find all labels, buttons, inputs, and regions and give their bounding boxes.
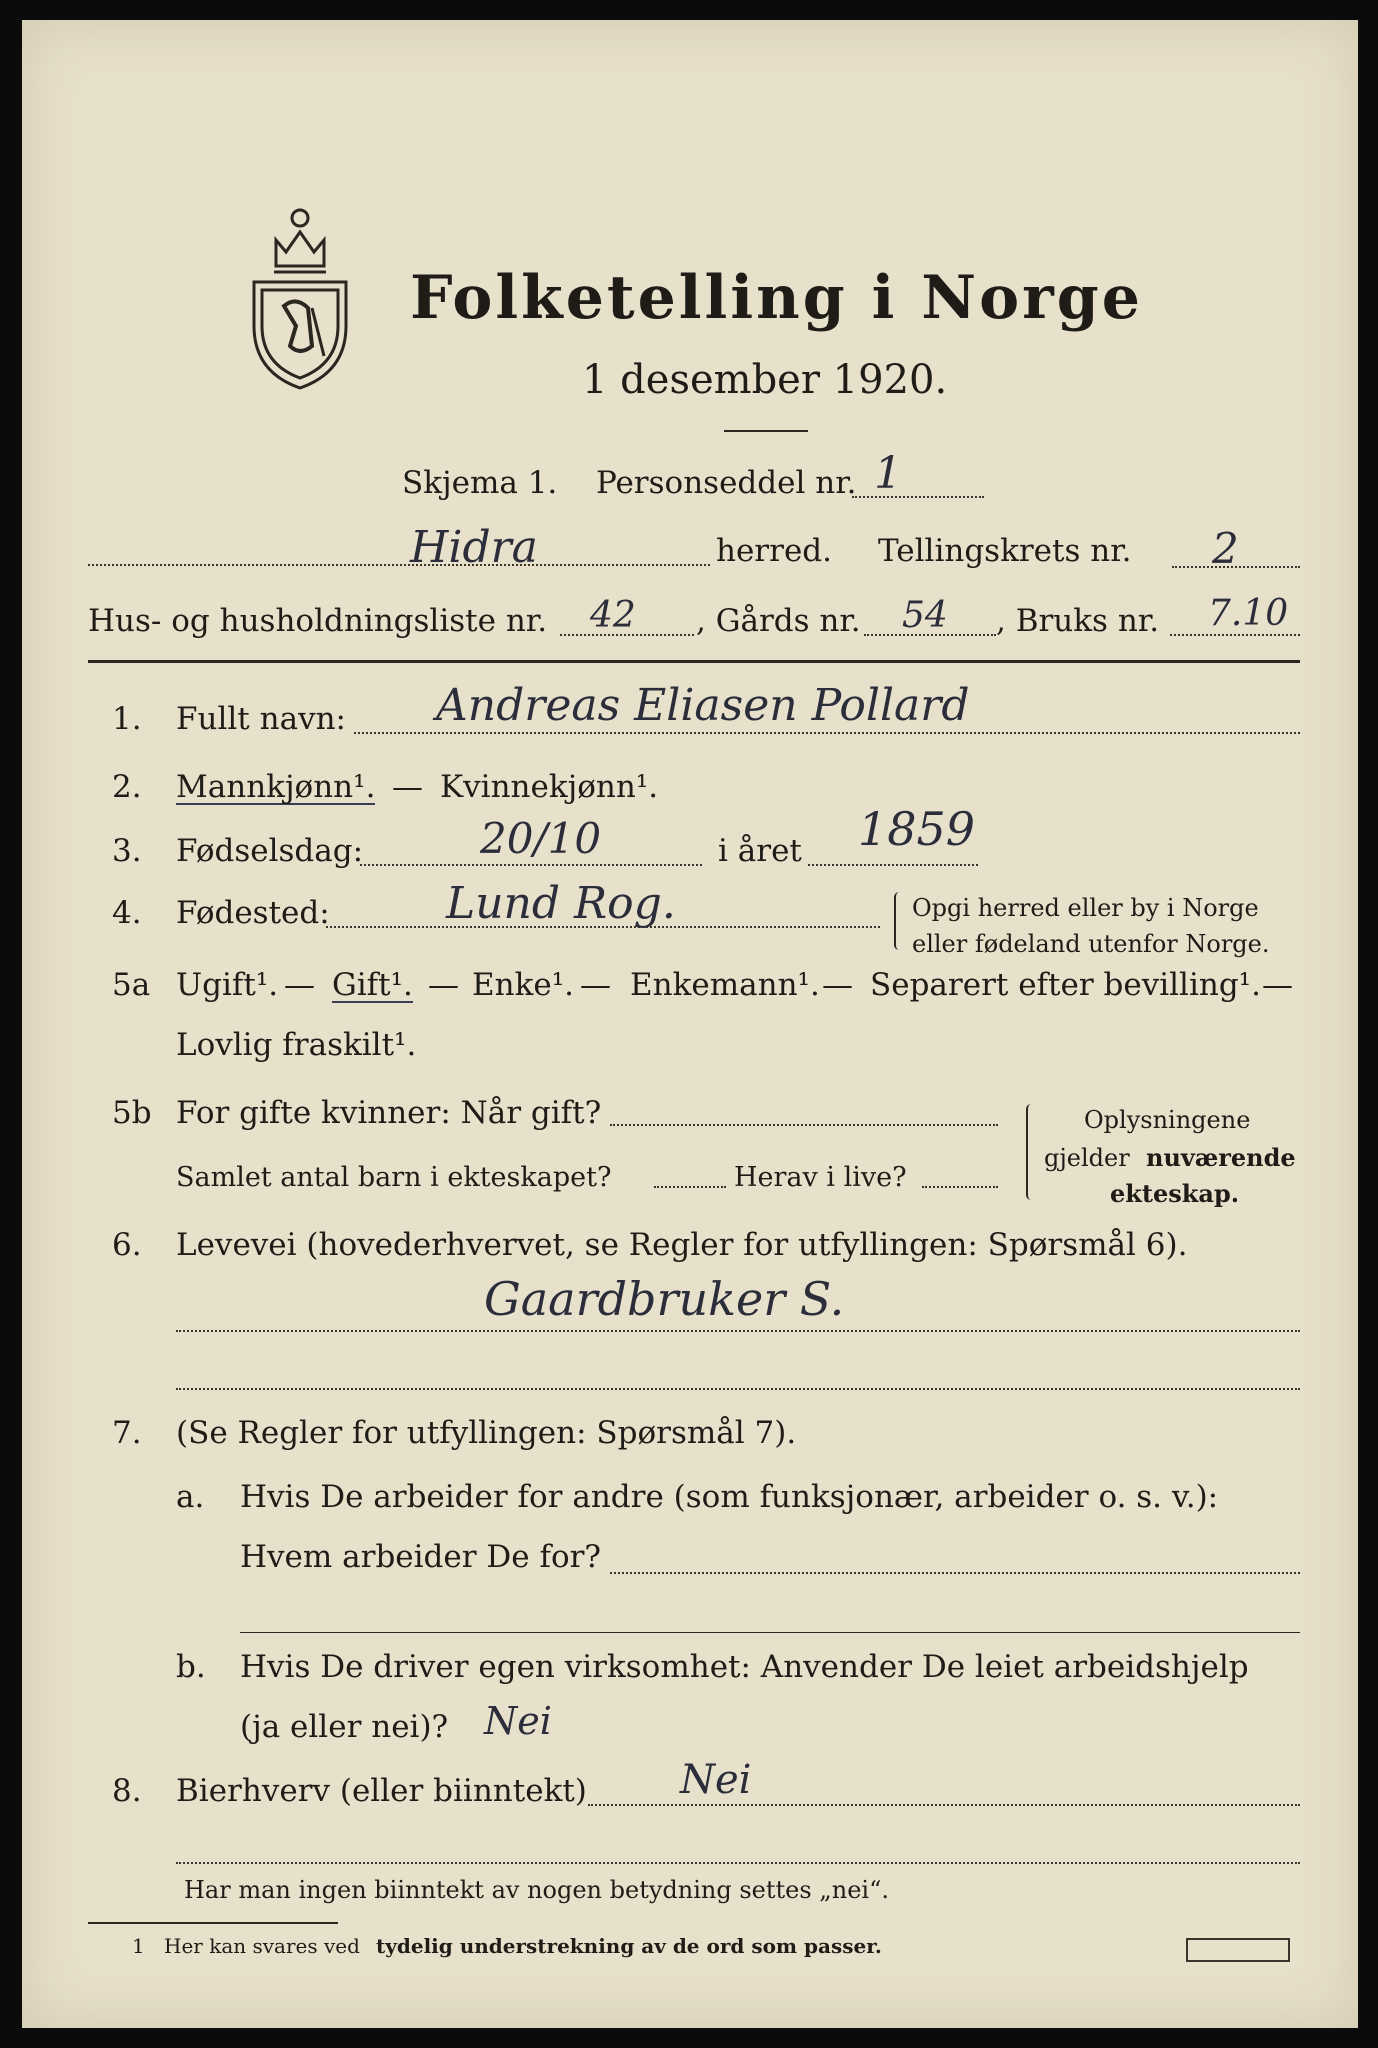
- q7b-line2: (ja eller nei)?: [240, 1709, 449, 1745]
- q4-note-line2: eller fødeland utenfor Norge.: [912, 930, 1270, 958]
- q3-day-line: [360, 864, 702, 866]
- ugift-option: Ugift¹.: [176, 967, 279, 1003]
- bruks-label: , Bruks nr.: [996, 603, 1160, 639]
- gards-value: 54: [902, 595, 948, 636]
- q1-line: [354, 732, 1300, 734]
- side-income-value: Nei: [680, 1757, 752, 1803]
- q1-label: Fullt navn:: [176, 701, 346, 737]
- personseddel-label: Personseddel nr.: [596, 465, 857, 501]
- q7-number: 7.: [112, 1415, 142, 1451]
- footer-note: Har man ingen biinntekt av nogen betydning settes „nei“.: [184, 1876, 889, 1904]
- q5a-dash-2: —: [428, 967, 459, 1003]
- footnote-bold: tydelig understrekning av de ord som passer.: [376, 1934, 882, 1958]
- q6-number: 6.: [112, 1227, 142, 1263]
- q6-line-2: [176, 1388, 1300, 1390]
- personseddel-value: 1: [874, 448, 902, 499]
- q5b-note-line2b: nuværende: [1146, 1143, 1296, 1172]
- printer-stamp-icon: [1186, 1938, 1290, 1962]
- q2-number: 2.: [112, 769, 142, 805]
- q1-number: 1.: [112, 701, 142, 737]
- norwegian-coat-of-arms-icon: [246, 196, 354, 392]
- q6-line-1: [176, 1330, 1300, 1332]
- q5b-children-line: [654, 1186, 726, 1188]
- q8-number: 8.: [112, 1773, 142, 1809]
- herred-line: [88, 564, 710, 566]
- herred-label: herred.: [716, 533, 832, 569]
- q5a-dash-5: —: [1262, 967, 1293, 1003]
- q8-line: [588, 1804, 1300, 1806]
- q6-label: Levevei (hovederhvervet, se Regler for utfyllingen: Spørsmål 6).: [176, 1227, 1188, 1263]
- q5b-when-line: [610, 1124, 998, 1126]
- q5b-note-line3: ekteskap.: [1110, 1179, 1240, 1208]
- schema-label: Skjema 1.: [402, 465, 558, 501]
- q7a-line1: Hvis De arbeider for andre (som funksjonær, arbeider o. s. v.):: [240, 1479, 1219, 1515]
- q5a-dash-1: —: [284, 967, 315, 1003]
- separert-option: Separert efter bevilling¹.: [870, 967, 1261, 1003]
- male-option: Mannkjønn¹.: [176, 769, 376, 805]
- q7-label: (Se Regler for utfyllingen: Spørsmål 7).: [176, 1415, 797, 1451]
- q5b-alive-line: [922, 1186, 998, 1188]
- birth-year-value: 1859: [858, 802, 976, 856]
- q5b-number: 5b: [112, 1095, 152, 1131]
- q8-line-2: [176, 1862, 1300, 1864]
- q5a-dash-3: —: [580, 967, 611, 1003]
- q5b-children-label: Samlet antal barn i ekteskapet?: [176, 1162, 612, 1193]
- bruks-line: [1170, 634, 1300, 636]
- gift-option: Gift¹.: [332, 967, 413, 1003]
- q7a-line2: Hvem arbeider De for?: [240, 1539, 602, 1575]
- occupation-value: Gaardbruker S.: [484, 1272, 845, 1326]
- q4-number: 4.: [112, 895, 142, 931]
- q7b-letter: b.: [176, 1649, 206, 1685]
- q5a-number: 5a: [112, 967, 151, 1003]
- q5b-note-line1: Oplysningene: [1084, 1106, 1251, 1134]
- enke-option: Enke¹.: [472, 967, 575, 1003]
- q5b-when-married-label: For gifte kvinner: Når gift?: [176, 1095, 602, 1131]
- personseddel-line: [852, 496, 984, 498]
- title-rule: [724, 430, 808, 432]
- q4-note-line1: Opgi herred eller by i Norge: [912, 894, 1259, 922]
- q4-note-brace: [894, 892, 904, 950]
- q4-label: Fødested:: [176, 895, 330, 931]
- q7b-line1: Hvis De driver egen virksomhet: Anvender De leiet arbeidshjelp: [240, 1649, 1249, 1685]
- census-date: 1 desember 1920.: [582, 357, 948, 403]
- q5b-note-line2a: gjelder: [1044, 1144, 1130, 1172]
- birth-date-value: 20/10: [480, 814, 602, 863]
- q5a-dash-4: —: [822, 967, 853, 1003]
- q7a-answer-line: [610, 1572, 1300, 1574]
- q2-separator: —: [392, 769, 423, 805]
- herred-value: Hidra: [410, 522, 538, 573]
- tellingskrets-label: Tellingskrets nr.: [878, 533, 1132, 569]
- bruks-value: 7.10: [1208, 593, 1289, 634]
- q8-label: Bierhverv (eller biinntekt): [176, 1773, 587, 1809]
- footnote-rule: [88, 1922, 338, 1924]
- q3-label: Fødselsdag:: [176, 833, 364, 869]
- footnote-number: 1: [132, 1934, 145, 1958]
- q3-number: 3.: [112, 833, 142, 869]
- fraskilt-option: Lovlig fraskilt¹.: [176, 1027, 417, 1063]
- q5b-note-brace: [1026, 1104, 1036, 1200]
- husliste-label: Hus- og husholdningsliste nr.: [88, 603, 548, 639]
- female-option: Kvinnekjønn¹.: [440, 769, 659, 805]
- q7a-letter: a.: [176, 1479, 205, 1515]
- q7a-answer-line-2: [240, 1632, 1300, 1633]
- enkemann-option: Enkemann¹.: [630, 967, 820, 1003]
- q3-year-label: i året: [718, 833, 802, 869]
- q5b-alive-label: Herav i live?: [734, 1162, 907, 1193]
- tellingskrets-value: 2: [1212, 524, 1239, 573]
- hired-help-value: Nei: [484, 1699, 552, 1743]
- header-rule: [88, 660, 1300, 663]
- q3-year-line: [808, 864, 978, 866]
- husliste-value: 42: [590, 595, 636, 636]
- gards-label: , Gårds nr.: [696, 603, 861, 639]
- form-title: Folketelling i Norge: [410, 263, 1143, 333]
- full-name-value: Andreas Eliasen Pollard: [436, 680, 970, 731]
- footnote-text: Her kan svares ved: [164, 1934, 360, 1958]
- birthplace-value: Lund Rog.: [446, 878, 676, 929]
